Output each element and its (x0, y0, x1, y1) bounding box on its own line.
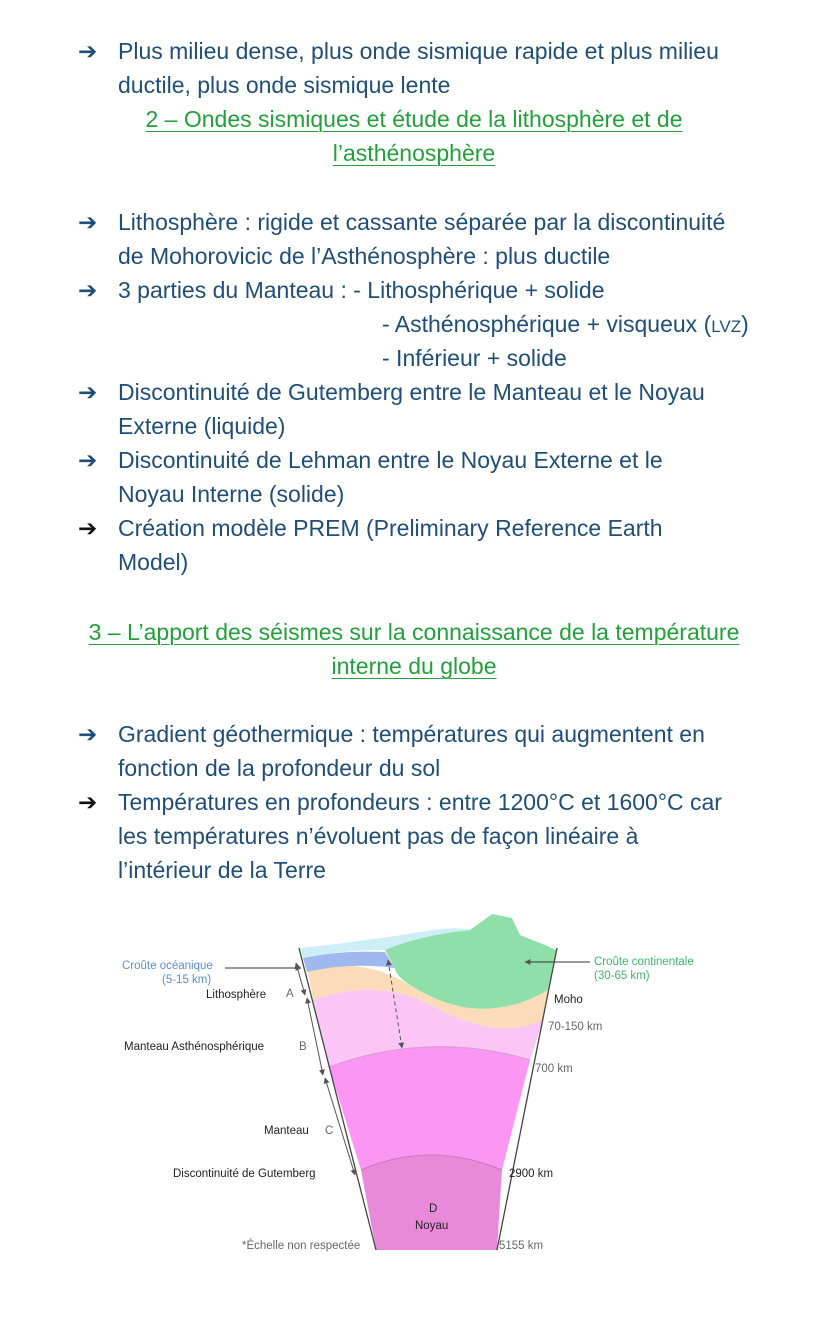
letter-c-label: C (325, 1125, 334, 1137)
arrow-bullet-icon: ➔ (78, 38, 98, 64)
bullet-deep-temperatures (78, 785, 798, 887)
heading-line: 3 – L’apport des séismes sur la connaissance de la température (88, 619, 740, 645)
bullet-dense-medium (78, 34, 798, 102)
lvz-abbrev: LVZ (711, 317, 742, 336)
arrow-bullet-icon: ➔ (78, 721, 98, 747)
bullet-text-line: Noyau Interne (solide) (118, 481, 345, 507)
sub-text-end: ) (741, 311, 749, 337)
arrow-bullet-icon: ➔ (78, 515, 98, 541)
heading-line: interne du globe (331, 653, 497, 679)
letter-b-label: B (299, 1041, 307, 1053)
bullet-text-line: Externe (liquide) (118, 413, 286, 439)
depth-5155-label: 5155 km (499, 1240, 544, 1252)
arrow-bullet-icon: ➔ (78, 277, 98, 303)
bullet-text-line: Model) (118, 549, 189, 575)
heading-line: l’asthénosphère (332, 140, 496, 166)
bullet-text-line: Lithosphère : rigide et cassante séparée par la discontinuité (118, 209, 726, 235)
scale-note-label: *Échelle non respectée (242, 1240, 361, 1252)
continental-crust-range-label: (30-65 km) (594, 970, 650, 982)
oceanic-crust-label: Croûte océanique (122, 960, 213, 972)
depth-70-150-label: 70-150 km (548, 1021, 603, 1033)
bullet-text-line: l’intérieur de la Terre (118, 857, 326, 883)
depth-2900-label: 2900 km (509, 1168, 554, 1180)
bullet-text-line: Plus milieu dense, plus onde sismique rapide et plus milieu (118, 38, 719, 64)
mantle-part-lower (382, 341, 567, 375)
depth-700-label: 700 km (535, 1063, 573, 1075)
lower-mantle-layer (329, 1047, 530, 1170)
arrow-bullet-icon: ➔ (78, 379, 98, 405)
bullet-lehman (78, 443, 798, 511)
bullet-text-line: Discontinuité de Gutemberg entre le Manteau et le Noyau (118, 379, 705, 405)
gutenberg-label: Discontinuité de Gutemberg (173, 1168, 316, 1180)
bullet-text-line: 3 parties du Manteau : - Lithosphérique + solide (118, 277, 605, 303)
bullet-text-line: Températures en profondeurs : entre 1200°C et 1600°C car (118, 789, 722, 815)
earth-layers-diagram (100, 905, 740, 1255)
mantle-label: Manteau (264, 1125, 309, 1137)
letter-d-label: D (429, 1203, 438, 1215)
section-heading-2 (40, 102, 788, 170)
bullet-mantle-parts (78, 273, 798, 307)
asthenosphere-label: Manteau Asthénosphérique (124, 1041, 265, 1053)
bullet-prem (78, 511, 798, 579)
moho-label: Moho (554, 994, 583, 1006)
bullet-geothermal-gradient (78, 717, 798, 785)
heading-line: 2 – Ondes sismiques et étude de la lithosphère et de (145, 106, 683, 132)
mantle-part-asthenosphere (382, 307, 749, 344)
letter-a-label: A (286, 988, 294, 1000)
bullet-text-line: fonction de la profondeur du sol (118, 755, 441, 781)
oceanic-crust-range-label: (5-15 km) (162, 974, 212, 986)
core-label: Noyau (415, 1220, 449, 1232)
section-heading-3 (40, 615, 788, 683)
bullet-text-line: de Mohorovicic de l’Asthénosphère : plus ductile (118, 243, 611, 269)
bullet-text-line: Discontinuité de Lehman entre le Noyau Externe et le (118, 447, 663, 473)
arrow-bullet-icon: ➔ (78, 209, 98, 235)
bullet-text-line: les températures n’évoluent pas de façon linéaire à (118, 823, 639, 849)
bullet-text-line: Création modèle PREM (Preliminary Reference Earth (118, 515, 663, 541)
bullet-lithosphere (78, 205, 798, 273)
arrow-bullet-icon: ➔ (78, 447, 98, 473)
bullet-gutenberg (78, 375, 798, 443)
continental-crust-label: Croûte continentale (594, 956, 694, 968)
bullet-text-line: Gradient géothermique : températures qui augmentent en (118, 721, 705, 747)
sub-text: - Inférieur + solide (382, 345, 567, 371)
arrow-bullet-icon: ➔ (78, 789, 98, 815)
sub-text: - Asthénosphérique + visqueux ( (382, 311, 712, 337)
bullet-text-line: ductile, plus onde sismique lente (118, 72, 451, 98)
lithosphere-label: Lithosphère (206, 989, 267, 1001)
